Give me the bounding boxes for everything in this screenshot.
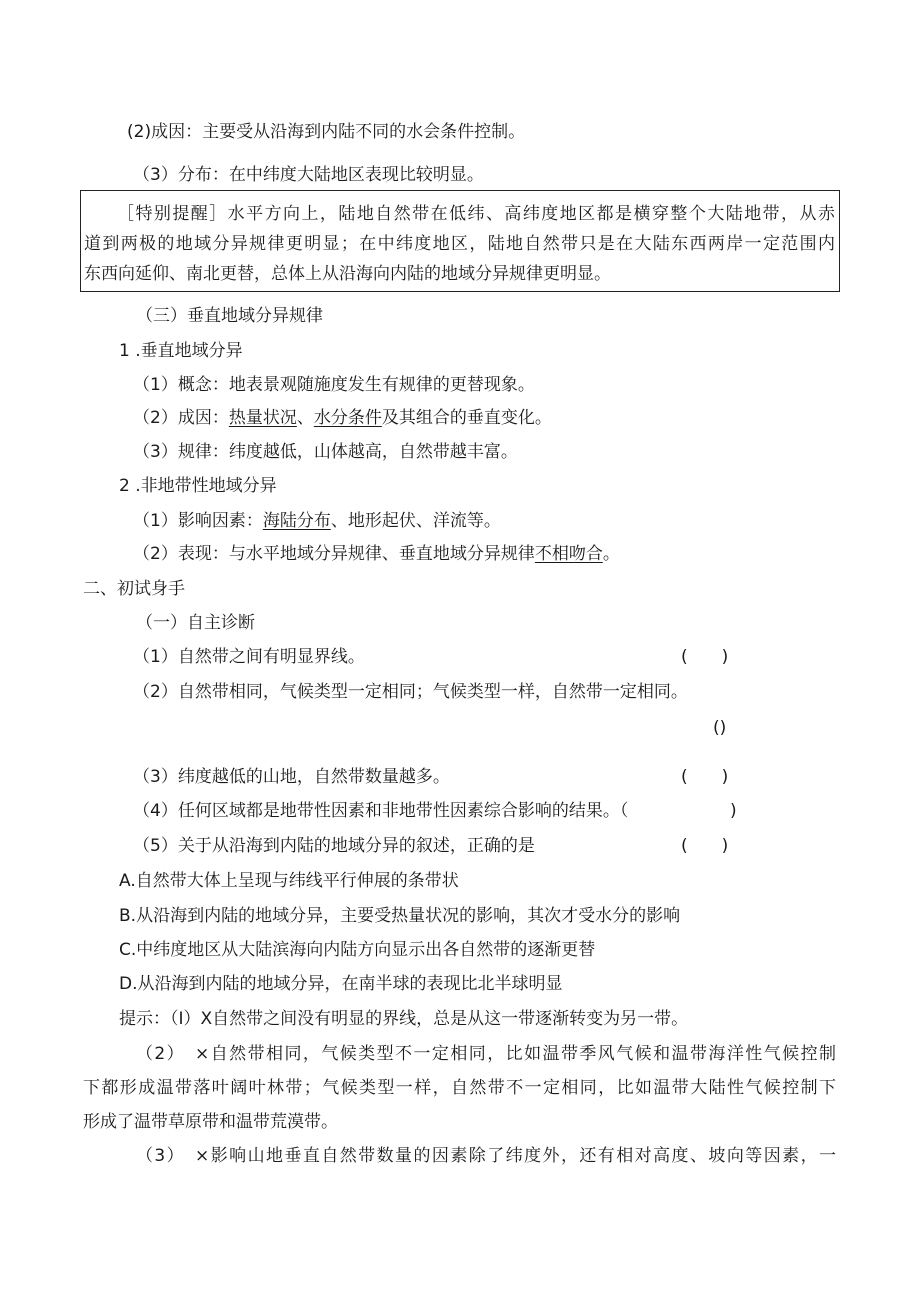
distribution-line: （3）分布：在中纬度大陆地区表现比较明显。 [133,165,484,185]
answer-blank-2[interactable]: () [713,718,727,738]
answer-blank-1[interactable]: ( ) [681,647,729,667]
hint-2-line-1: （2） ×自然带相同，气候类型不一定相同，比如温带季风气候和温带海洋性气候控制 [136,1044,836,1064]
cause-line: (2)成因：主要受从沿海到内陆不同的水会条件控制。 [127,122,526,142]
vertical-cause: （2）成因：热量状况、水分条件及其组合的垂直变化。 [133,408,552,428]
option-b: B.从沿海到内陆的地域分异，主要受热量状况的影响，其次才受水分的影响 [119,906,681,926]
section-2-title: 二、初试身手 [83,579,185,599]
underlined-water: 水分条件 [313,408,382,428]
answer-blank-4[interactable]: ) [730,801,737,821]
question-5: （5）关于从沿海到内陆的地域分异的叙述，正确的是 [133,836,535,856]
azonal-heading: 2 .非地带性地域分异 [119,476,277,496]
underlined-landsea: 海陆分布 [262,511,331,531]
underlined-heat: 热量状况 [228,408,297,428]
hint-2-line-2: 下都形成温带落叶阔叶林带；气候类型一样，自然带不一定相同，比如温带大陆性气候控制下 [83,1078,836,1098]
azonal-expression: （2）表现：与水平地域分异规律、垂直地域分异规律不相吻合。 [133,544,620,564]
vertical-rule: （3）规律：纬度越低，山体越高，自然带越丰富。 [133,442,518,462]
reminder-line-2: 道到两极的地域分异规律更明显；在中纬度地区，陆地自然带只是在大陆东西两岸一定范围内 [84,234,835,254]
self-diagnosis-title: （一）自主诊断 [136,613,255,633]
vertical-concept: （1）概念：地表景观随施度发生有规律的更替现象。 [133,375,535,395]
section-vertical-title: （三）垂直地域分异规律 [136,306,323,326]
answer-blank-5[interactable]: ( ) [681,836,729,856]
question-3: （3）纬度越低的山地，自然带数量越多。 [133,767,450,787]
question-4: （4）任何区域都是地带性因素和非地带性因素综合影响的结果。（ [133,801,629,821]
hint-2-line-3: 形成了温带草原带和温带荒漠带。 [83,1112,338,1132]
option-d: D.从沿海到内陆的地域分异，在南半球的表现比北半球明显 [119,974,563,994]
hint-1: 提示：（I）X自然带之间没有明显的界线，总是从这一带逐渐转变为另一带。 [119,1009,689,1029]
hint-3-line-1: （3） ×影响山地垂直自然带数量的因素除了纬度外，还有相对高度、坡向等因素，一 [136,1146,836,1166]
vertical-heading: 1 .垂直地域分异 [119,341,243,361]
underlined-mismatch: 不相吻合 [534,544,603,564]
question-1: （1）自然带之间有明显界线。 [133,647,365,667]
option-a: A.自然带大体上呈现与纬线平行伸展的条带状 [119,871,459,891]
reminder-line-3: 东西向延仰、南北更替，总体上从沿海向内陆的地域分异规律更明显。 [84,264,611,284]
azonal-factors: （1）影响因素：海陆分布、地形起伏、洋流等。 [133,511,501,531]
answer-blank-3[interactable]: ( ) [681,767,729,787]
option-c: C.中纬度地区从大陆滨海向内陆方向显示出各自然带的逐渐更替 [119,940,596,960]
question-2: （2）自然带相同，气候类型一定相同；气候类型一样，自然带一定相同。 [133,682,688,702]
reminder-line-1: ［特别提醒］水平方向上，陆地自然带在低纬、高纬度地区都是横穿整个大陆地带，从赤 [117,204,835,224]
special-reminder-box [80,190,840,292]
